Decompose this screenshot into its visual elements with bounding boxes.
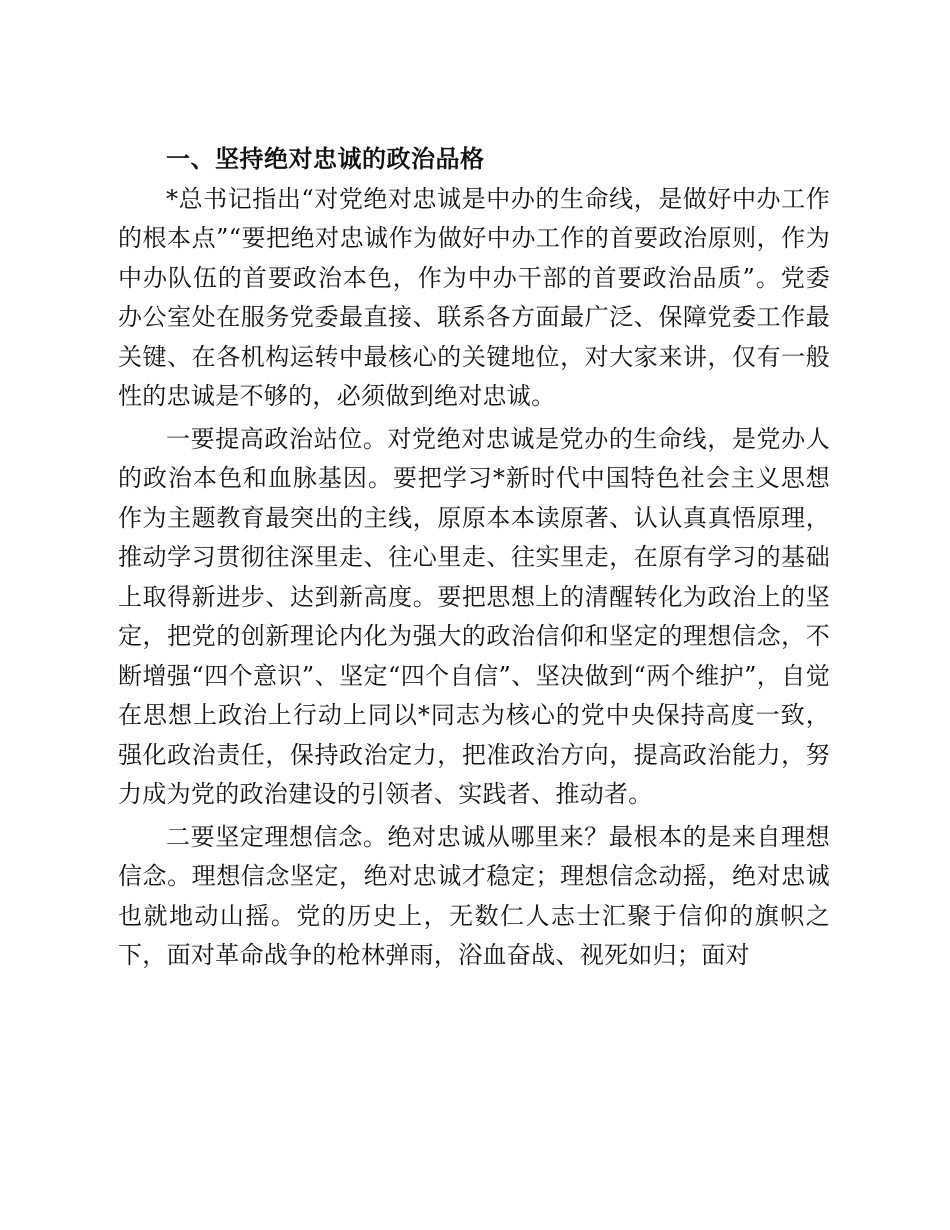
paragraph-political-stance: 一要提高政治站位。对党绝对忠诚是党办的生命线，是党办人的政治本色和血脉基因。要把学习*新时代中国特色社会主义思想作为主题教育最突出的主线，原原本本读原著、认认真真悟原理，推动学习贯彻往深里走、往心里走、往实里走，在原有学习的基础上取得新进步、达到新高度。要把思想上的清醒转化为政治上的坚定，把党的创新理论内化为强大的政治信仰和坚定的理想信念，不断增强“四个意识”、坚定“四个自信”、坚决做到“两个维护”，自觉在思想上政治上行动上同以*同志为核心的党中央保持高度一致，强化政治责任，保持政治定力，把准政治方向，提高政治能力，努力成为党的政治建设的引领者、实践者、推动者。 [118, 424, 830, 808]
section-heading: 一、坚持绝对忠诚的政治品格 [166, 145, 485, 173]
paragraph-intro: *总书记指出“对党绝对忠诚是中办的生命线，是做好中办工作的根本点”“要把绝对忠诚作为做好中办工作的首要政治原则，作为中办队伍的首要政治本色，作为中办干部的首要政治品质”。党委办公室处在服务党委最直接、联系各方面最广泛、保障党委工作最关键、在各机构运转中最核心的关键地位，对大家来讲，仅有一般性的忠诚是不够的，必须做到绝对忠诚。 [118, 184, 830, 410]
paragraph-ideals-beliefs: 二要坚定理想信念。绝对忠诚从哪里来？最根本的是来自理想信念。理想信念坚定，绝对忠诚才稳定；理想信念动摇，绝对忠诚也就地动山摇。党的历史上，无数仁人志士汇聚于信仰的旗帜之下，面对革命战争的枪林弹雨，浴血奋战、视死如归；面对 [118, 822, 830, 969]
document-body [118, 140, 830, 976]
